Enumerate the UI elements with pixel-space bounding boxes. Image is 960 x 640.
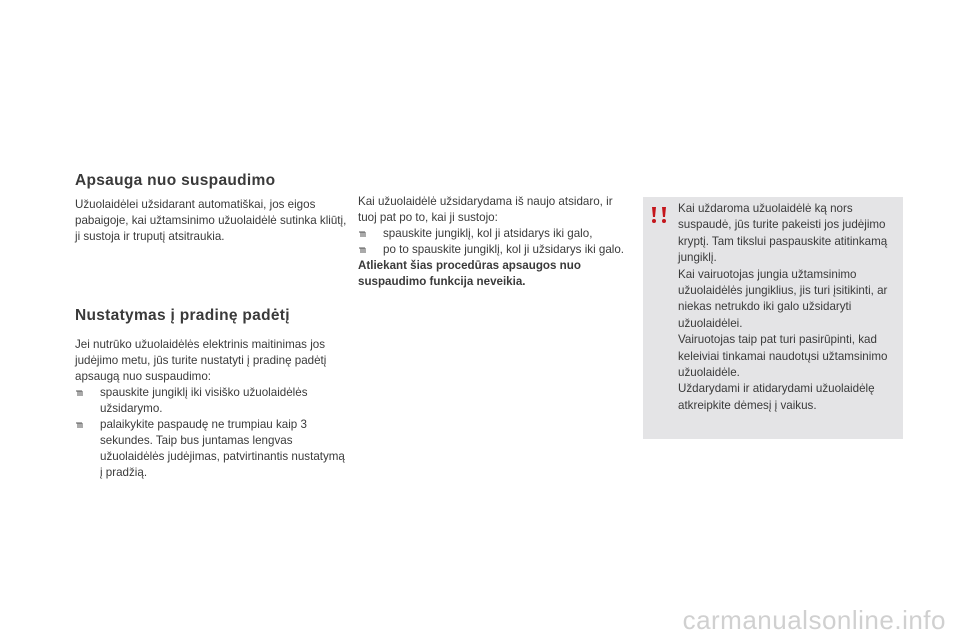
pointing-hand-icon xyxy=(358,245,368,255)
middle-note: Atliekant šias procedūras apsaugos nuo suspaudimo funkcija neveikia. xyxy=(358,259,581,288)
list-item-text: spauskite jungiklį, kol ji atsidarys iki galo, xyxy=(383,227,593,240)
middle-column xyxy=(358,194,624,290)
list-item-text: spauskite jungiklį iki visiško užuolaidėlės užsidarymo. xyxy=(100,386,308,415)
pointing-hand-icon xyxy=(75,420,85,430)
section-title-anti-pinch: Apsauga nuo suspaudimo xyxy=(75,172,276,189)
pointing-hand-icon xyxy=(75,388,85,398)
list-item-text: palaikykite paspaudę ne trumpiau kaip 3 sekundes. Taip bus juntamas lengvas užuolaidėlės judėjimas, patvirtinantis nustatymą į pradžią. xyxy=(100,418,345,479)
list-item xyxy=(75,385,347,417)
list-item xyxy=(358,226,624,242)
section-body-anti-pinch: Užuolaidėlei užsidarant automatiškai, jos eigos pabaigoje, kai užtamsinimo užuolaidėlė sutinka kliūtį, ji sustoja ir truputį atsitraukia. xyxy=(75,198,347,243)
section-intro-reset: Jei nutrūko užuolaidėlės elektrinis maitinimas jos judėjimo metu, jūs turite nustatyti į pradinę padėtį apsaugą nuo suspaudimo: xyxy=(75,338,327,383)
pointing-hand-icon xyxy=(358,229,368,239)
reset-steps-list xyxy=(75,385,347,481)
middle-steps-list xyxy=(358,226,624,258)
list-item xyxy=(75,417,347,481)
section-title-reset: Nustatymas į pradinę padėtį xyxy=(75,307,290,324)
watermark: carmanualsonline.info xyxy=(682,605,946,635)
list-item-text: po to spauskite jungiklį, kol ji užsidarys iki galo. xyxy=(383,243,625,256)
warning-exclamation-icon xyxy=(648,205,670,225)
warning-text: Kai uždaroma užuolaidėlė ką nors suspaudė, jūs turite pakeisti jos judėjimo kryptį. Tam tikslui paspauskite atitinkamą jungiklį. Kai vairuotojas jungia užtamsinimo užuolaidėlės jungiklius, jis turi įsitikinti, ar niekas netrukdo iki galo užsidaryti užuolaidėlei. Vairuotojas taip pat turi pasirūpinti, kad keleiviai tinkamai naudotųsi užtamsinimo užuolaidėle. Uždarydami ir atidarydami užuolaidėlę atkreipkite dėmesį į vaikus. xyxy=(678,202,888,412)
left-column xyxy=(75,172,347,481)
middle-intro: Kai užuolaidėlė užsidarydama iš naujo atsidaro, ir tuoj pat po to, kai ji sustojo: xyxy=(358,195,613,224)
warning-box xyxy=(643,197,903,439)
list-item xyxy=(358,242,624,258)
